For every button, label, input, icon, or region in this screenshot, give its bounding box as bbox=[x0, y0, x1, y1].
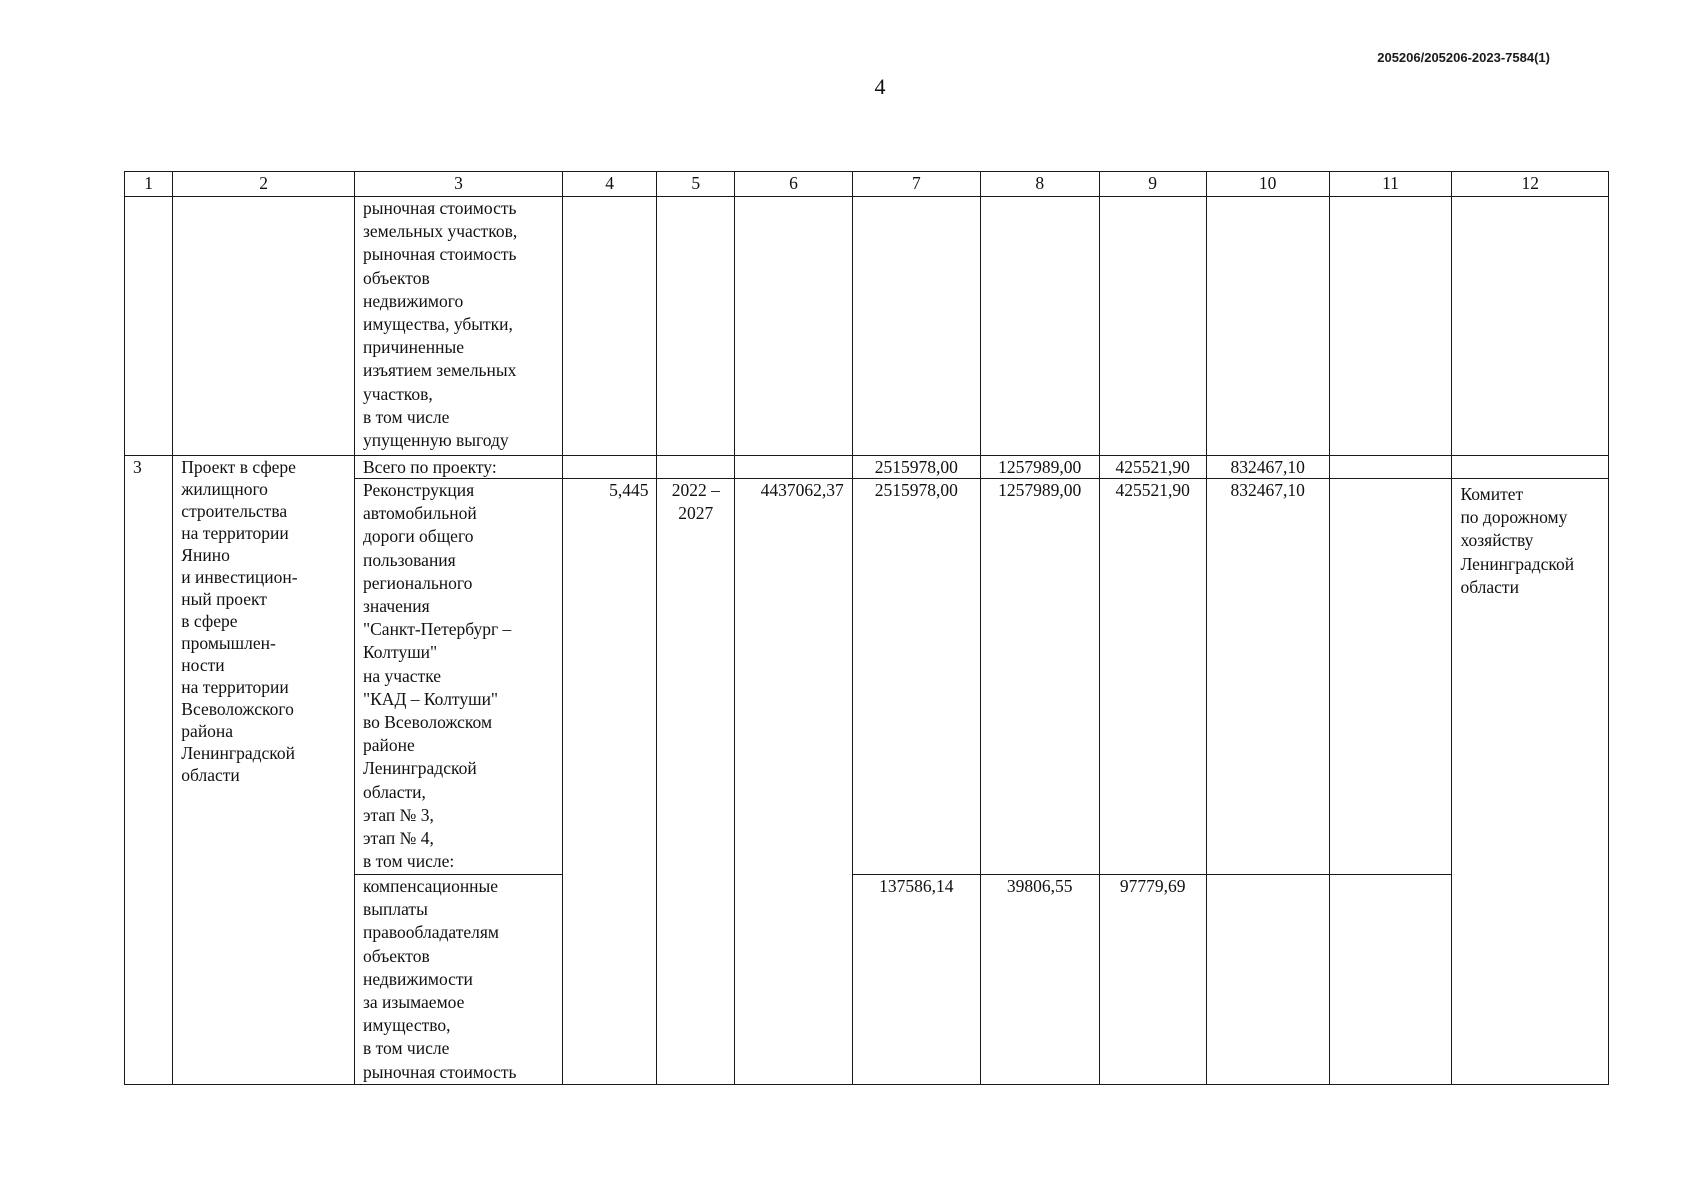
project-total-col10: 832467,10 bbox=[1206, 456, 1329, 479]
program-table bbox=[124, 171, 1609, 1085]
table-cell bbox=[1452, 456, 1609, 479]
page-number: 4 bbox=[874, 74, 886, 99]
table-cell bbox=[1206, 875, 1329, 1085]
table-cell bbox=[1329, 197, 1452, 456]
project-total-label: Всего по проекту: bbox=[354, 456, 562, 479]
continuation-description: рыночная стоимость земельных участков, рыночная стоимость объектов недвижимого имущества, убытки, причиненные изъятием земельных участков, в том числе упущенную выгоду bbox=[354, 197, 562, 456]
project-total-col8: 1257989,00 bbox=[980, 456, 1099, 479]
project-total-col9: 425521,90 bbox=[1099, 456, 1206, 479]
column-header: 7 bbox=[852, 172, 980, 197]
table-cell bbox=[735, 456, 853, 479]
object-col7: 2515978,00 bbox=[852, 479, 980, 875]
column-header: 9 bbox=[1099, 172, 1206, 197]
object-description: Реконструкция автомобильной дороги общего пользования регионального значения "Санкт-Петербург – Колтуши" на участке "КАД – Колтуши" во Всеволожском районе Ленинградской области, этап № 3, этап № 4, в том числе: bbox=[354, 479, 562, 875]
table-cell bbox=[1329, 479, 1452, 875]
object-col10: 832467,10 bbox=[1206, 479, 1329, 875]
continuation-row bbox=[125, 197, 1609, 456]
object-col9: 425521,90 bbox=[1099, 479, 1206, 875]
table-cell bbox=[562, 456, 657, 479]
responsible-executor: Комитет по дорожному хозяйству Ленинградской области bbox=[1452, 479, 1609, 1085]
compensation-col8: 39806,55 bbox=[980, 875, 1099, 1085]
object-estimated-cost: 4437062,37 bbox=[735, 479, 853, 1085]
project-total-row bbox=[125, 456, 1609, 479]
compensation-col9: 97779,69 bbox=[1099, 875, 1206, 1085]
column-header: 12 bbox=[1452, 172, 1609, 197]
table-cell bbox=[1329, 456, 1452, 479]
project-total-col7: 2515978,00 bbox=[852, 456, 980, 479]
column-header: 8 bbox=[980, 172, 1099, 197]
column-header: 11 bbox=[1329, 172, 1452, 197]
column-header: 4 bbox=[562, 172, 657, 197]
document-registration-number: 205206/205206-2023-7584(1) bbox=[1377, 50, 1550, 65]
table-cell bbox=[1452, 197, 1609, 456]
column-header: 2 bbox=[173, 172, 355, 197]
table-cell bbox=[1099, 197, 1206, 456]
column-number-row bbox=[125, 172, 1609, 197]
column-header: 1 bbox=[125, 172, 173, 197]
project-name: Проект в сфере жилищного строительства на территории Янино и инвестицион- ный проект в сфере промышлен- ности на территории Всеволожского района Ленинградской области bbox=[173, 456, 355, 1085]
table-cell bbox=[173, 197, 355, 456]
table-cell bbox=[980, 197, 1099, 456]
column-header: 10 bbox=[1206, 172, 1329, 197]
table-cell bbox=[1329, 875, 1452, 1085]
column-header: 6 bbox=[735, 172, 853, 197]
object-length: 5,445 bbox=[562, 479, 657, 1085]
table-cell bbox=[852, 197, 980, 456]
table-cell bbox=[657, 197, 735, 456]
column-header: 5 bbox=[657, 172, 735, 197]
table-cell bbox=[657, 456, 735, 479]
table-cell bbox=[735, 197, 853, 456]
project-number: 3 bbox=[125, 456, 173, 1085]
object-period: 2022 – 2027 bbox=[657, 479, 735, 1085]
column-header: 3 bbox=[354, 172, 562, 197]
compensation-description: компенсационные выплаты правообладателям объектов недвижимости за изымаемое имущество, в том числе рыночная стоимость bbox=[354, 875, 562, 1085]
compensation-col7: 137586,14 bbox=[852, 875, 980, 1085]
table-cell bbox=[125, 197, 173, 456]
object-col8: 1257989,00 bbox=[980, 479, 1099, 875]
table-cell bbox=[562, 197, 657, 456]
table-cell bbox=[1206, 197, 1329, 456]
